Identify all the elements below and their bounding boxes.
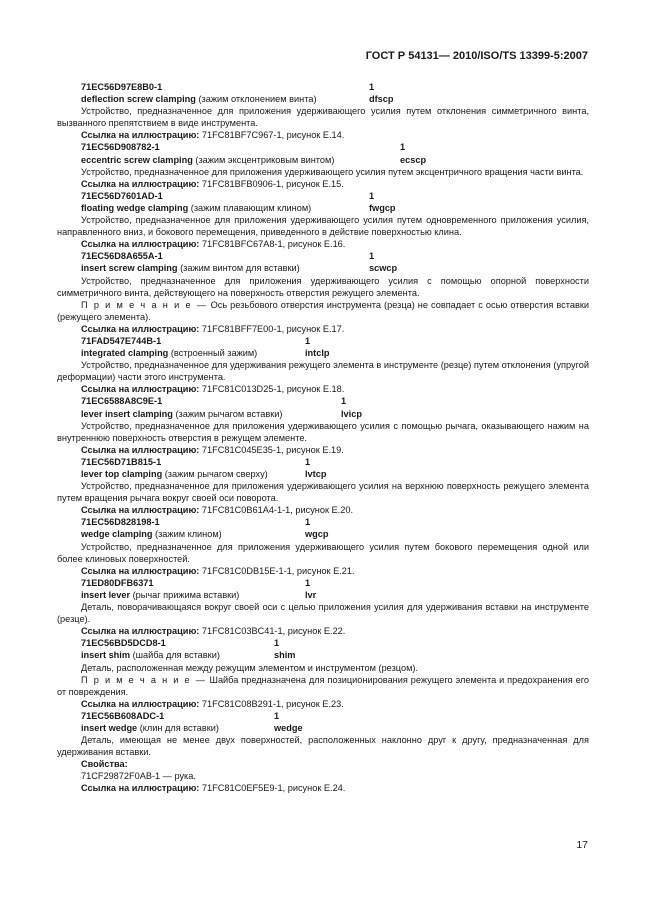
reference-value: 71FC81BFF7E00-1, рисунок Е.17. xyxy=(199,323,345,334)
entry-note xyxy=(57,674,589,698)
entry-note xyxy=(57,299,589,323)
illustration-label: Ссылка на иллюстрацию: xyxy=(81,505,200,516)
entry-number: 1 xyxy=(274,638,280,649)
entry-term-row xyxy=(57,347,589,359)
entry-reference xyxy=(57,323,589,335)
entry-gloss: (зажим рычагом сверху) xyxy=(162,469,268,479)
entry-code-row xyxy=(57,141,589,153)
reference-value: 71FC81C0DB15E-1-1, рисунок Е.21. xyxy=(199,565,355,576)
entry-number: 1 xyxy=(400,142,406,153)
entry-term-row xyxy=(57,154,589,166)
entry-description: Деталь, расположенная между режущим элементом и инструментом (резцом). xyxy=(81,662,418,673)
entry-code: 71EC6588A8C9E-1 xyxy=(81,396,163,407)
entry-number: 1 xyxy=(369,251,375,262)
entry-code: 71EC56D97E8B0-1 xyxy=(81,82,163,92)
entry-description: Устройство, предназначенное для приложения удерживающего усилия путем одновременного приложения усилия, направленного вниз, и бокового перемещения, приведенного в действие поверхностью клина. xyxy=(57,215,589,238)
entry-gloss: (зажим винтом для вставки) xyxy=(177,263,300,274)
entry-code-row xyxy=(57,395,589,407)
entry-reference xyxy=(57,383,589,395)
entry-code: 71EC56D828198-1 xyxy=(81,517,160,528)
entry-description: Устройство, предназначенное для приложения удерживающего усилия путем отклонения симметричного винта, вызванного препятствием в виде инструмента. xyxy=(57,106,589,129)
entry-description: Устройство, предназначенное для приложения удерживающего усилия с помощью рычага, оказывающего нажим на внутреннюю поверхность отверстия в режущем элементе. xyxy=(57,420,589,443)
entry-term: insert screw clamping xyxy=(81,263,178,274)
entry-term-row xyxy=(57,649,589,661)
illustration-label: Ссылка на иллюстрацию: xyxy=(81,783,200,794)
note-label: П р и м е ч а н и е — xyxy=(81,674,207,685)
entry-code-row xyxy=(57,710,589,722)
document-body xyxy=(57,81,589,795)
page-number: 17 xyxy=(576,839,588,851)
entry-reference xyxy=(57,238,589,250)
entry-description: Деталь, имеющая не менее двух поверхностей, расположенных наклонно друг к другу, предназначенная для удерживания вставки. xyxy=(57,735,589,758)
reference-value: 71FC81C0EF5E9-1, рисунок Е.24. xyxy=(199,783,346,794)
reference-value: 71FC81C08B291-1, рисунок Е.23. xyxy=(199,698,344,709)
entry-code: 71EC56D7601AD-1 xyxy=(81,190,163,201)
illustration-label: Ссылка на иллюстрацию: xyxy=(81,130,200,141)
entry-term: wedge clamping xyxy=(81,529,153,540)
document-header: ГОСТ Р 54131— 2010/ISO/TS 13399-5:2007 xyxy=(365,50,588,62)
entry-code: 71EC56D908782-1 xyxy=(81,142,160,153)
entry-gloss: (зажим эксцентриковым винтом) xyxy=(192,154,335,165)
entry-description: Устройство, предназначенное для удерживания режущего элемента в инструменте (резце) путем отклонения (упругой деформации) части этого инструмента. xyxy=(57,360,589,383)
entry-code-row xyxy=(57,637,589,649)
entry-description: Деталь, поворачивающаяся вокруг своей оси с целью приложения усилия для удерживания вставки на инструменте (резце). xyxy=(57,602,589,625)
note-text: Ось резьбового отверстия инструмента (резца) не совпадает с осью отверстия вставки (режущего элемента). xyxy=(57,299,590,322)
reference-value: 71FC81BFC67A8-1, рисунок Е.16. xyxy=(199,239,346,250)
entry-number: 1 xyxy=(305,456,311,467)
illustration-label: Ссылка на иллюстрацию: xyxy=(81,698,200,709)
entry-term: insert shim xyxy=(81,650,131,661)
entry-number: 1 xyxy=(274,710,280,721)
entry-term: floating wedge clamping xyxy=(81,202,189,213)
entry-gloss: (встроенный зажим) xyxy=(168,348,258,359)
entry-reference xyxy=(57,625,589,637)
illustration-label: Ссылка на иллюстрацию: xyxy=(81,178,200,189)
entry-gloss: (зажим отклонением винта) xyxy=(195,94,317,105)
entry-reference xyxy=(57,698,589,710)
reference-value: 71FC81C0B61A4-1-1, рисунок Е.20. xyxy=(199,505,354,516)
entry-abbreviation: lvtcp xyxy=(305,469,327,479)
entry-term: lever insert clamping xyxy=(81,408,173,419)
entry-reference xyxy=(57,504,589,516)
entry-term-row xyxy=(57,202,589,214)
entry-gloss: (зажим клином) xyxy=(152,529,222,540)
entry-code: 71EC56BD5DCD8-1 xyxy=(81,638,166,649)
entry-gloss: (шайба для вставки) xyxy=(130,650,220,661)
entry-code-row xyxy=(57,250,589,262)
entry-abbreviation: wedge xyxy=(274,722,303,733)
reference-value: 71FC81C03BC41-1, рисунок Е.22. xyxy=(199,626,346,637)
illustration-label: Ссылка на иллюстрацию: xyxy=(81,323,200,334)
entry-code-row xyxy=(57,456,589,468)
entry-code-row xyxy=(57,81,589,93)
entry-description: Устройство, предназначенное для приложения удерживающего усилия путем бокового перемещения одной или более клиновых поверхностей. xyxy=(57,541,589,564)
entry-term: insert lever xyxy=(81,589,131,600)
entry-code: 71FAD547E744B-1 xyxy=(81,335,162,346)
reference-value: 71FC81BFB0906-1, рисунок Е.15. xyxy=(199,178,344,189)
entry-abbreviation: wgcp xyxy=(305,529,329,540)
entry-code: 71EC56D8A655A-1 xyxy=(81,251,163,262)
entry-reference xyxy=(57,444,589,456)
entry-term: eccentric screw clamping xyxy=(81,154,193,165)
entry-abbreviation: fwgcp xyxy=(369,202,396,213)
entry-abbreviation: dfscp xyxy=(369,94,394,105)
reference-value: 71FC81C013D25-1, рисунок Е.18. xyxy=(199,384,345,395)
entry-reference xyxy=(57,565,589,577)
illustration-label: Ссылка на иллюстрацию: xyxy=(81,384,200,395)
illustration-label: Ссылка на иллюстрацию: xyxy=(81,444,200,455)
entry-code: 71EC56D71B815-1 xyxy=(81,456,162,467)
entry-term: lever top clamping xyxy=(81,469,163,479)
entry-code: 71ED80DFB6371 xyxy=(81,577,154,588)
entry-term: deflection screw clamping xyxy=(81,94,196,105)
entry-number: 1 xyxy=(305,577,311,588)
entry-reference xyxy=(57,178,589,190)
reference-value: 71FC81BF7C967-1, рисунок Е.14. xyxy=(199,130,345,141)
entry-description: Устройство, предназначенное для приложения удерживающего усилия путем эксцентричного вращения части винта. xyxy=(81,166,584,177)
entry-term: integrated clamping xyxy=(81,348,169,359)
note-text: Шайба предназначена для позиционирования режущего элемента и предохранения его от повреждения. xyxy=(57,674,590,697)
properties-label: Свойства: xyxy=(81,759,128,770)
entry-abbreviation: intclp xyxy=(305,348,330,359)
entry-description: Устройство, предназначенное для приложения удерживающего усилия с помощью опорной поверхности симметричного винта, действующего на поверхность отверстия режущего элемента. xyxy=(57,275,589,298)
entry-gloss: (рычаг прижима вставки) xyxy=(130,589,240,600)
entry-abbreviation: scwcp xyxy=(369,263,398,274)
illustration-label: Ссылка на иллюстрацию: xyxy=(81,565,200,576)
entry-term: insert wedge xyxy=(81,722,138,733)
entry-term-row xyxy=(57,262,589,274)
entry-code-row xyxy=(57,577,589,589)
illustration-label: Ссылка на иллюстрацию: xyxy=(81,626,200,637)
entry-gloss: (зажим рычагом вставки) xyxy=(172,408,283,419)
entry-gloss: (зажим плавающим клином) xyxy=(188,202,312,213)
entry-code-row xyxy=(57,516,589,528)
entry-term-row xyxy=(57,408,589,420)
note-label: П р и м е ч а н и е — xyxy=(81,299,208,310)
entry-number: 1 xyxy=(369,190,375,201)
entry-abbreviation: ecscp xyxy=(400,154,427,165)
entry-term-row xyxy=(57,468,589,480)
entry-code-row xyxy=(57,335,589,347)
illustration-label: Ссылка на иллюстрацию: xyxy=(81,239,200,250)
entry-reference xyxy=(57,782,589,794)
entry-abbreviation: lvicp xyxy=(341,408,362,419)
entry-description: Устройство, предназначенное для приложения удерживающего усилия на верхнюю поверхность режущего элемента путем вращения рычага вокруг своей оси поворота. xyxy=(57,481,589,504)
entry-reference xyxy=(57,129,589,141)
properties-value: 71CF29872F0AB-1 — рука. xyxy=(81,771,196,782)
entry-number: 1 xyxy=(305,335,311,346)
entry-term-row xyxy=(57,528,589,540)
entry-number: 1 xyxy=(369,82,375,92)
entry-number: 1 xyxy=(341,396,347,407)
entry-abbreviation: shim xyxy=(274,650,296,661)
entry-term-row xyxy=(57,589,589,601)
reference-value: 71FC81C045E35-1, рисунок Е.19. xyxy=(199,444,344,455)
entry-code-row xyxy=(57,190,589,202)
entry-term-row xyxy=(57,722,589,734)
entry-gloss: (клин для вставки) xyxy=(137,722,219,733)
entry-abbreviation: lvr xyxy=(305,589,317,600)
entry-code: 71EC56B608ADC-1 xyxy=(81,710,165,721)
entry-term-row xyxy=(57,93,589,105)
entry-number: 1 xyxy=(305,517,311,528)
